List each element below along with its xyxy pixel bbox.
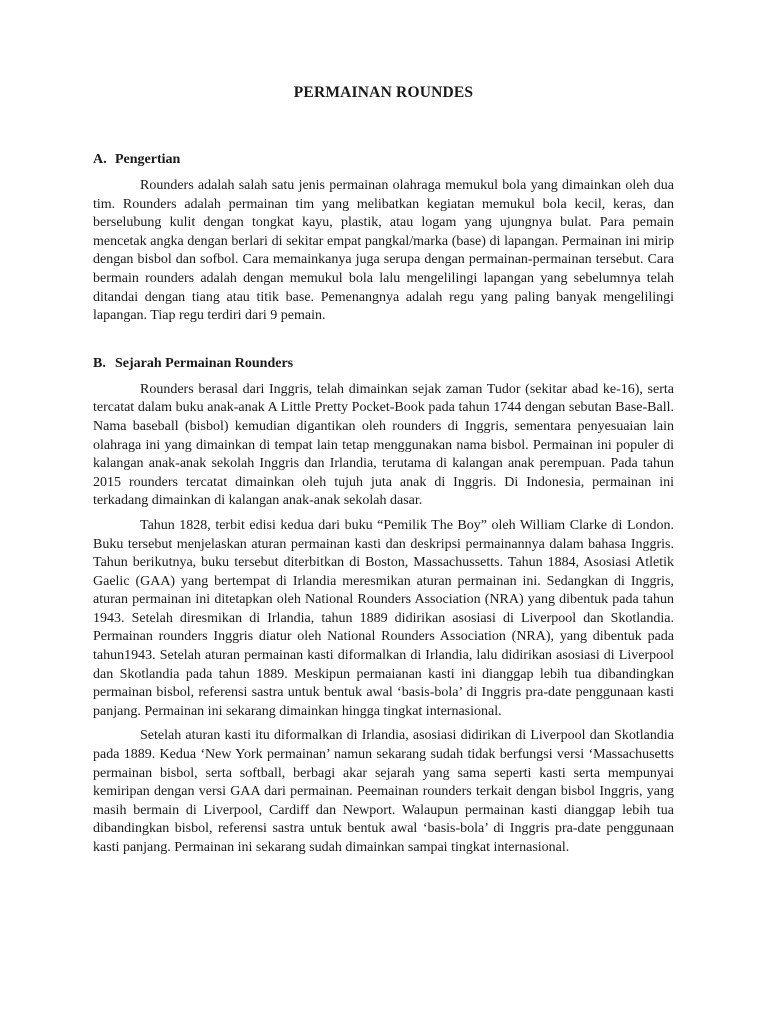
- paragraph: Rounders adalah salah satu jenis permainan olahraga memukul bola yang dimainkan oleh dua tim. Rounders adalah permainan tim yang melibatkan kegiatan memukul bola kecil, keras, dan berselubung kulit dengan tongkat kayu, plastik, atau logam yang ujungnya bulat. Para pemain mencetak angka dengan berlari di sekitar empat pangkal/marka (base) di lapangan. Permainan ini mirip dengan bisbol dan sofbol. Cara memainkanya juga serupa dengan permainan-permainan tersebut. Cara bermain rounders adalah dengan memukul bola lalu mengelilingi lapangan yang sebelumnya telah ditandai dengan tiang atau titik base. Pemenangnya adalah regu yang paling banyak mengelilingi lapangan. Tiap regu terdiri dari 9 pemain.: [93, 178, 674, 324]
- section-heading: [93, 354, 674, 373]
- section-heading: [93, 150, 674, 169]
- section-title: Pengertian: [115, 152, 181, 167]
- section-letter: B.: [93, 355, 106, 371]
- paragraph: Setelah aturan kasti itu diformalkan di Irlandia, asosiasi didirikan di Liverpool dan Skotlandia pada 1889. Kedua ‘New York permainan’ namun sekarang sudah tidak berfungsi versi ‘Massachusetts permainan bisbol, serta softball, berbagi akar sejarah yang sama seperti kasti serta mempunyai kemiripan dengan versi GAA dari permainan. Peemainan rounders terkait dengan bisbol Inggris, yang masih bermain di Liverpool, Cardiff dan Newport. Walaupun permainan kasti dianggap lebih tua dibandingkan bisbol, referensi sastra untuk bentuk awal ‘basis-bola’ di Inggris pra-date penggunaan kasti panjang. Permainan ini sekarang sudah dimainkan sampai tingkat internasional.: [93, 728, 674, 855]
- section-title: Sejarah Permainan Rounders: [115, 355, 294, 371]
- document-title: PERMAINAN ROUNDES: [293, 84, 474, 101]
- section-pengertian: [93, 150, 674, 326]
- section-sejarah: [93, 354, 674, 858]
- paragraph: Tahun 1828, terbit edisi kedua dari buku “Pemilik The Boy” oleh William Clarke di London. Buku tersebut menjelaskan aturan permainan kasti dan deskripsi permainannya dalam bahasa Inggris. Tahun berikutnya, buku tersebut diterbitkan di Boston, Massachussetts. Tahun 1884, Asosiasi Atletik Gaelic (GAA) yang bertempat di Irlandia meresmikan aturan permainan ini. Sedangkan di Inggris, aturan permainan ini ditetapkan oleh National Rounders Association (NRA) yang dibentuk pada tahun 1943. Setelah diresmikan di Irlandia, tahun 1889 didirikan asosiasi di Liverpool dan Skotlandia. Permainan rounders Inggris diatur oleh National Rounders Association (NRA), yang dibentuk pada tahun1943. Setelah aturan permainan kasti diformalkan di Irlandia, lalu didirikan asosiasi di Liverpool dan Skotlandia pada tahun 1889. Meskipun permaianan kasti ini dianggap lebih tua dibandingkan permainan bisbol, referensi sastra untuk bentuk awal ‘basis-bola’ di Inggris pra-date penggunaan kasti panjang. Permainan ini sekarang dimainkan hingga tingkat internasional.: [93, 517, 674, 719]
- paragraph: Rounders berasal dari Inggris, telah dimainkan sejak zaman Tudor (sekitar abad ke-16), serta tercatat dalam buku anak-anak A Little Pretty Pocket-Book pada tahun 1744 dengan sebutan Base-Ball. Nama baseball (bisbol) kemudian digantikan oleh rounders di Inggris, sementara penyesuaian lain olahraga ini yang dimainkan di tempat lain tetap menggunakan nama bisbol. Permainan ini populer di kalangan anak-anak sekolah Inggris dan Irlandia, terutama di kalangan anak perempuan. Pada tahun 2015 rounders tercatat dimainkan oleh tujuh juta anak di Inggris. Di Indonesia, permainan ini terkadang dimainkan di kalangan anak-anak sekolah dasar.: [93, 381, 674, 509]
- section-letter: A.: [93, 152, 107, 167]
